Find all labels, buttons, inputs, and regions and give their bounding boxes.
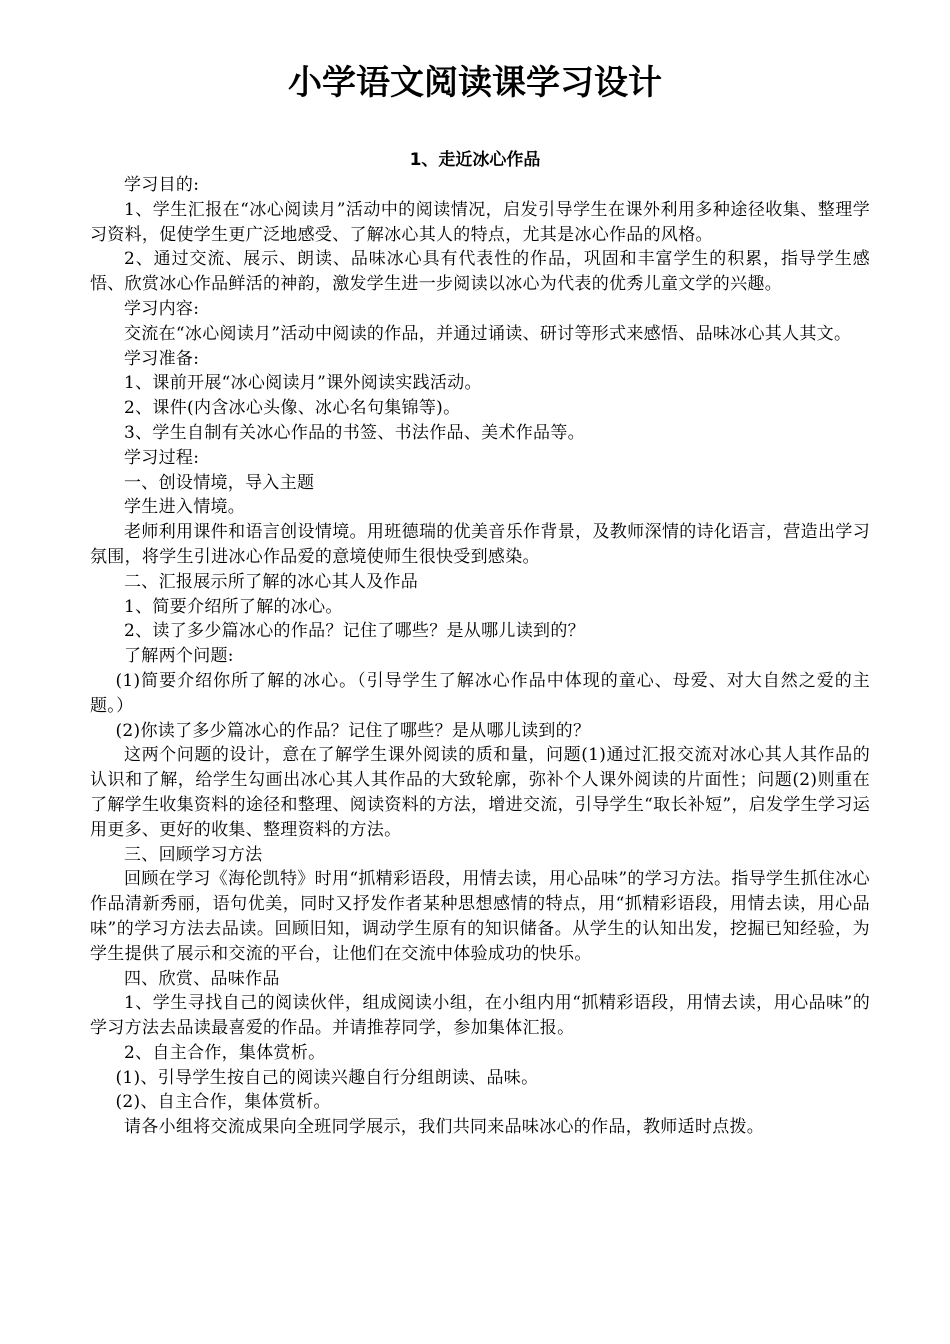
paragraph: 学习内容:: [124, 298, 200, 319]
document-body: [90, 173, 870, 1140]
paragraph: (1)简要介绍你所了解的冰心。（引导学生了解冰心作品中体现的童心、母爱、对大自然之爱的主题。）: [90, 670, 870, 716]
paragraph: 回顾在学习《海伦凯特》时用“抓精彩语段，用情去读，用心品味”的学习方法。指导学生抓住冰心作品清新秀丽，语句优美，同时又抒发作者某种思想感情的特点，用“抓精彩语段，用情去读，用心品味”的学习方法去品读。回顾旧知，调动学生原有的知识储备。从学生的认知出发，挖掘已知经验，为学生提供了展示和交流的平台，让他们在交流中体验成功的快乐。: [90, 869, 870, 964]
paragraph: 学生进入情境。: [124, 497, 246, 518]
paragraph: 三、回顾学习方法: [124, 844, 263, 865]
paragraph: 2、自主合作，集体赏析。: [124, 1042, 326, 1063]
paragraph: 1、简要介绍所了解的冰心。: [124, 596, 343, 617]
paragraph: 老师利用课件和语言创设情境。用班德瑞的优美音乐作背景，及教师深情的诗化语言，营造出学习氛围，将学生引进冰心作品爱的意境使师生很快受到感染。: [90, 522, 870, 567]
paragraph: (1)、引导学生按自己的阅读兴趣自行分组朗读、品味。: [115, 1067, 539, 1088]
paragraph: 1、课前开展“冰心阅读月”课外阅读实践活动。: [124, 373, 482, 394]
paragraph: (2)、自主合作，集体赏析。: [115, 1092, 331, 1113]
paragraph: 二、汇报展示所了解的冰心其人及作品: [124, 571, 419, 592]
section-title: 1、走近冰心作品: [409, 150, 541, 170]
paragraph: 请各小组将交流成果向全班同学展示，我们共同来品味冰心的作品，教师适时点拨。: [124, 1117, 765, 1138]
paragraph: 学习目的:: [124, 175, 200, 195]
paragraph: 四、欣赏、品味作品: [124, 968, 280, 989]
paragraph: 学习过程:: [124, 447, 200, 468]
paragraph: 2、通过交流、展示、朗读、品味冰心具有代表性的作品，巩固和丰富学生的积累，指导学生感悟、欣赏冰心作品鲜活的神韵，激发学生进一步阅读以冰心为代表的优秀儿童文学的兴趣。: [90, 249, 870, 295]
paragraph: 1、学生汇报在“冰心阅读月”活动中的阅读情况，启发引导学生在课外利用多种途径收集、整理学习资料，促使学生更广泛地感受、了解冰心其人的特点，尤其是冰心作品的风格。: [90, 199, 870, 245]
paragraph: 1、学生寻找自己的阅读伙伴，组成阅读小组，在小组内用“抓精彩语段，用情去读，用心品味”的学习方法去品读最喜爱的作品。并请推荐同学，参加集体汇报。: [90, 993, 870, 1039]
paragraph: 一、创设情境，导入主题: [124, 472, 315, 493]
paragraph: 2、读了多少篇冰心的作品？记住了哪些？是从哪儿读到的？: [124, 621, 585, 642]
paragraph: 了解两个问题:: [124, 646, 234, 667]
paragraph: (2)你读了多少篇冰心的作品？记住了哪些？是从哪儿读到的？: [115, 720, 591, 741]
paragraph: 2、课件(内含冰心头像、冰心名句集锦等)。: [124, 398, 461, 419]
paragraph: 学习准备:: [124, 348, 200, 369]
paragraph: 这两个问题的设计，意在了解学生课外阅读的质和量，问题(1)通过汇报交流对冰心其人其作品的认识和了解，给学生勾画出冰心其人其作品的大致轮廓，弥补个人课外阅读的片面性；问题(2)则重在了解学生收集资料的途径和整理、阅读资料的方法，增进交流，引导学生“取长补短”，启发学生学习运用更多、更好的收集、整理资料的方法。: [90, 745, 870, 840]
paragraph: 交流在“冰心阅读月”活动中阅读的作品，并通过诵读、研讨等形式来感悟、品味冰心其人其文。: [124, 323, 852, 344]
document-title: 小学语文阅读课学习设计: [288, 63, 662, 103]
paragraph: 3、学生自制有关冰心作品的书签、书法作品、美术作品等。: [124, 422, 585, 443]
